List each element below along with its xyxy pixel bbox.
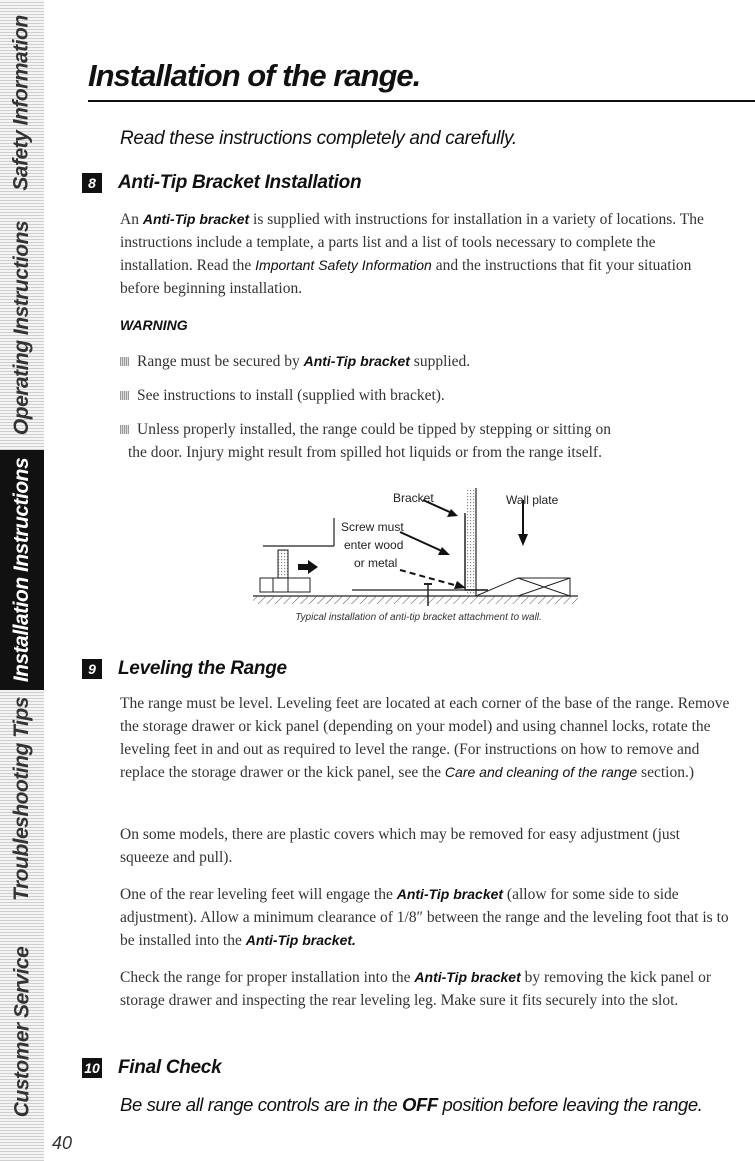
direction-arrow-icon [298,560,318,574]
text: An [120,211,143,228]
bullet-mark [120,425,129,434]
figure-caption: Typical installation of anti-tip bracket attachment to wall. [295,612,542,623]
section-8-heading [82,172,361,194]
leveling-leg [278,550,288,578]
anti-tip-bracket-term: Anti-Tip bracket [414,969,521,985]
text: See instructions to install (supplied with bracket). [137,387,445,404]
screw-pointer [400,532,444,552]
pointer-arrowhead [454,581,466,589]
screw-label-line-1: Screw must [341,520,404,534]
tab-installation-instructions[interactable] [0,450,44,690]
step-badge: 9 [82,659,102,679]
warning-bullet [120,350,730,373]
leveling-foot [260,578,310,592]
tab-label: Operating Instructions [10,220,33,436]
page-number: 40 [52,1133,73,1153]
text: Check the range for proper installation into the [120,969,415,986]
text: section.) [637,764,694,781]
anti-tip-bracket-term: Anti-Tip bracket [303,353,410,369]
tab-troubleshooting-tips[interactable] [0,696,44,901]
warning-bullet [120,418,730,464]
off-position-term: OFF [402,1094,438,1115]
title-rule [88,100,755,102]
section-title: Final Check [118,1057,222,1078]
text: and the instructions that fit your situation before beginning installation. [120,257,692,297]
leveling-paragraph [120,692,730,784]
safety-info-reference: Important Safety Information [255,257,432,273]
bracket-label: Bracket [393,491,434,505]
wall-plate [476,578,570,596]
check-installation-paragraph [120,966,730,1012]
wall-section [466,488,476,596]
screw-label-line-2: enter wood [344,538,404,552]
anti-tip-paragraph [120,208,730,300]
tab-label: Installation Instructions [10,457,34,683]
text: The range must be level. Leveling feet are located at each corner of the base of the range. Remove the storage drawer or kick panel (depending on your model) and using channel locks, rotate the leveling feet in and out as required to level the range. (For instructions on how to remove and replace the storage drawer or the kick panel, see the [120,695,730,781]
text: Range must be secured by [137,353,304,370]
tab-label: Troubleshooting Tips [10,696,34,901]
anti-tip-bracket-term: Anti-Tip bracket [396,886,504,902]
section-9-heading [82,658,287,680]
section-title: Leveling the Range [118,658,287,679]
rear-feet-paragraph [120,883,730,952]
warning-label: WARNING [120,317,188,333]
pointer-arrowhead [518,534,528,546]
bullet-mark [120,357,129,366]
tab-label: Safety Information [10,14,34,191]
text: position before leaving the range. [437,1094,703,1115]
text: Be sure all range controls are in the [120,1094,402,1115]
wall-plate-label: Wall plate [506,493,559,507]
tab-safety-information[interactable] [0,0,44,205]
anti-tip-bracket-term: Anti-Tip bracket. [245,932,356,948]
warning-bullet [120,384,730,407]
anti-tip-bracket-term: Anti-Tip bracket [142,211,250,227]
text: (allow for some side to side adjustment). Allow a minimum clearance of 1/8″ between the range and the leveling foot that is to be installed into the [120,886,729,949]
text: is supplied with instructions for installation in a variety of locations. The instructions include a template, a parts list and a list of tools necessary to complete the installation. Read the [120,211,704,274]
intro-text: Read these instructions completely and carefully. [120,128,517,149]
tab-operating-instructions[interactable] [0,212,44,444]
screw-label-line-3: or metal [354,556,398,570]
text: One of the rear leveling feet will engage the [120,886,397,903]
section-title: Anti-Tip Bracket Installation [118,172,362,193]
text: the door. Injury might result from spilled hot liquids or from the range itself. [128,444,602,461]
floor-hatch [253,596,578,604]
text: by removing the kick panel or storage drawer and inspecting the rear leveling leg. Make sure it fits securely into the slot. [120,969,711,1009]
final-check-text [120,1094,703,1116]
tab-customer-service[interactable] [0,908,44,1156]
page-title: Installation of the range. [88,58,421,93]
text: supplied. [409,353,471,370]
anti-tip-bracket-diagram [248,478,588,608]
tab-label: Customer Service [10,946,33,1118]
step-badge: 8 [82,173,102,193]
bullet-mark [120,391,129,400]
section-tab-strip [0,0,44,1161]
step-badge: 10 [82,1058,102,1078]
section-10-heading [82,1057,221,1079]
pointer-arrowhead [447,509,458,517]
text: Unless properly installed, the range could be tipped by stepping or sitting on [137,421,611,438]
plastic-covers-paragraph: On some models, there are plastic covers which may be removed for easy adjustment (just squeeze and pull). [120,826,680,866]
care-section-reference: Care and cleaning of the range [444,764,638,780]
